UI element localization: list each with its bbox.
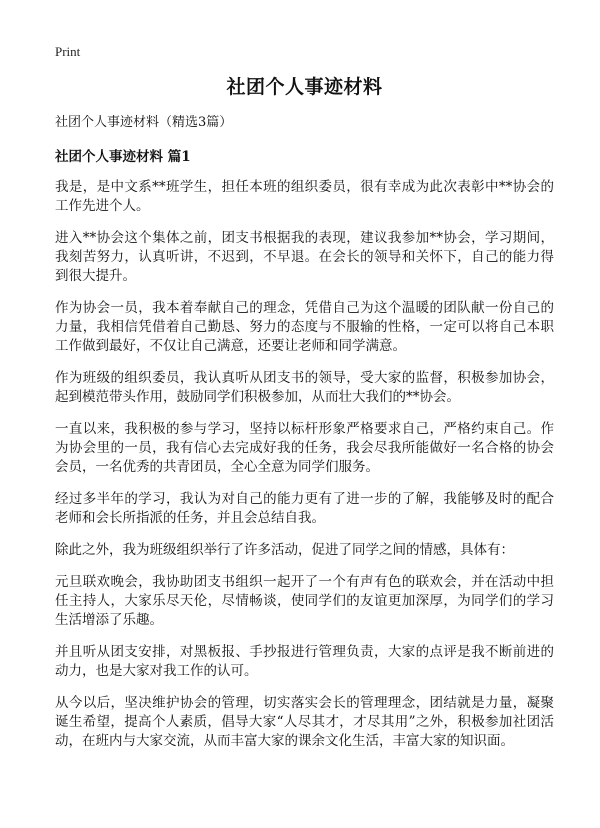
paragraph: 作为协会一员，我本着奉献自己的理念，凭借自己为这个温暖的团队献一份自己的力量，我相信凭借着自己勤恳、努力的态度与不服输的性格，一定可以将自己本职工作做到最好，不仅让自己满意，还要让老师和同学满意。: [55, 300, 554, 354]
print-link[interactable]: Print: [55, 44, 81, 59]
paragraph: 元旦联欢晚会，我协助团支书组织一起开了一个有声有色的联欢会，并在活动中担任主持人，大家乐尽天伦，尽情畅谈，使同学们的友谊更加深厚，为同学们的学习生活增添了乐趣。: [55, 574, 554, 628]
paragraph: 经过多半年的学习，我认为对自己的能力更有了进一步的了解，我能够及时的配合老师和会长所指派的任务，并且会总结自我。: [55, 491, 554, 526]
section-heading: 社团个人事迹材料 篇1: [55, 149, 191, 165]
paragraph: 作为班级的组织委员，我认真听从团支书的领导，受大家的监督，积极参加协会，起到模范带头作用，鼓励同学们积极参加，从而壮大我们的**协会。: [55, 370, 554, 405]
paragraph: 并且听从团支安排，对黑板报、手抄报进行管理负责，大家的点评是我不断前进的动力，也是大家对我工作的认可。: [55, 644, 554, 679]
document-body: [55, 178, 554, 751]
document-subtitle: 社团个人事迹材料（精选3篇）: [55, 115, 233, 130]
paragraph: 除此之外，我为班级组织举行了许多活动，促进了同学之间的情感，具体有：: [55, 542, 514, 558]
paragraph: 从今以后，坚决维护协会的管理，切实落实会长的管理理念，团结就是力量，凝聚诞生希望，提高个人素质，倡导大家“人尽其才，才尽其用”之外，积极参加社团活动，在班内与大家交流，从而丰富大家的课余文化生活，丰富大家的知识面。: [55, 695, 554, 749]
paragraph: 我是，是中文系**班学生，担任本班的组织委员，很有幸成为此次表彰中**协会的工作先进个人。: [55, 179, 554, 214]
paragraph: 进入**协会这个集体之前，团支书根据我的表现，建议我参加**协会，学习期间，我刻苦努力，认真听讲，不迟到，不早退。在会长的领导和关怀下，自己的能力得到很大提升。: [55, 230, 554, 284]
paragraph: 一直以来，我积极的参与学习，坚持以标杆形象严格要求自己，严格约束自己。作为协会里的一员，我有信心去完成好我的任务，我会尽我所能做好一名合格的协会会员，一名优秀的共青团员，全心全意为同学们服务。: [55, 421, 554, 475]
page-title: 社团个人事迹材料: [226, 76, 383, 98]
